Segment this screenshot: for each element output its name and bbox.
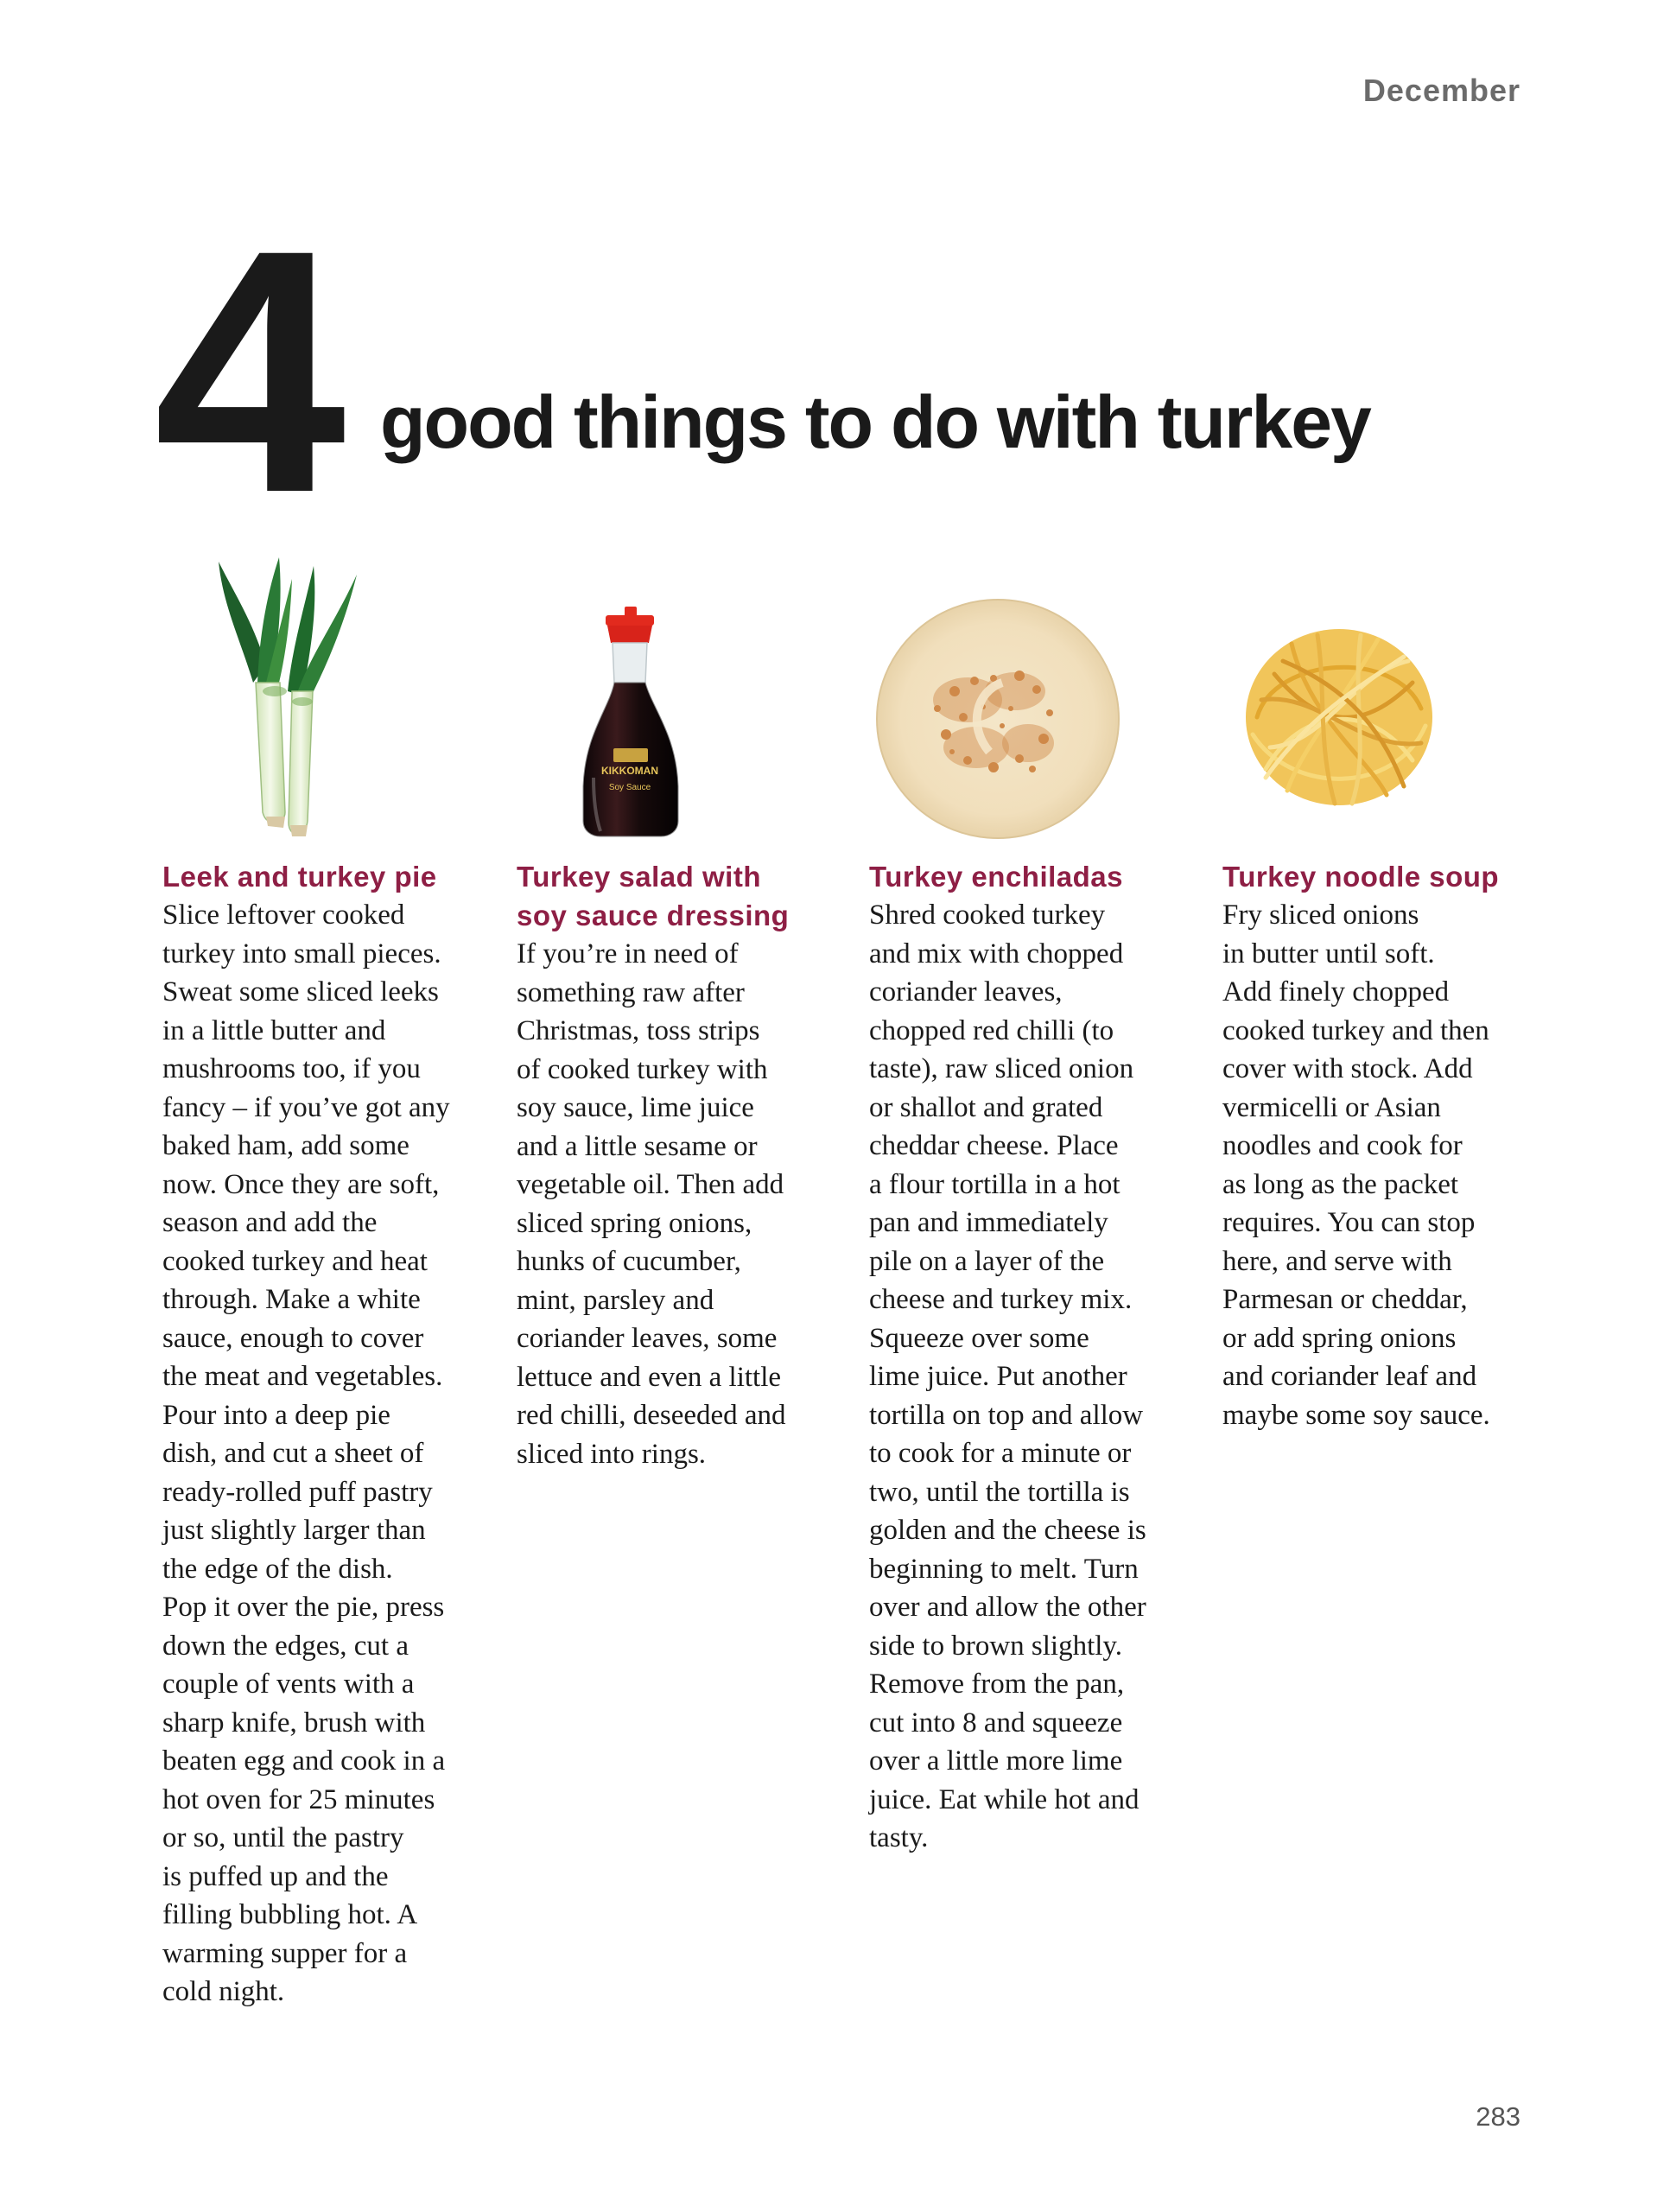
running-head: December (1362, 73, 1521, 108)
recipe-column-enchiladas (869, 857, 1171, 1858)
recipe-heading: Turkey noodle soup (1222, 861, 1500, 893)
recipe-column-noodle-soup (1222, 857, 1525, 1434)
recipe-column-turkey-salad (517, 857, 819, 1473)
recipe-body: Shred cooked turkey and mix with chopped coriander leaves, chopped red chilli (to taste), raw sliced onion or shallot and grated cheddar cheese. Place a flour tortilla in a hot pan and immediately pile on a layer of the cheese and turkey mix. Squeeze over some lime juice. Put another tortilla on top and allow to cook for a minute or two, until the tortilla is golden and the cheese is beginning to melt. Turn over and allow the other side to brown slightly. Remove from the pan, cut into 8 and squeeze over a little more lime juice. Eat while hot and tasty. (869, 899, 1146, 1853)
recipe-body: Fry sliced onions in butter until soft. Add finely chopped cooked turkey and then cover with stock. Add vermicelli or Asian noodles and cook for as long as the packet requires. You can stop here, and serve with Parmesan or cheddar, or add spring onions and coriander leaf and maybe some soy sauce. (1222, 899, 1490, 1431)
noodle-nest-illustration (1240, 622, 1438, 812)
tortilla-illustration (873, 596, 1123, 842)
soy-sauce-bottle-illustration (575, 605, 687, 840)
bottle-brand-label: KIKKOMAN (601, 765, 658, 777)
leek-illustration (206, 553, 370, 847)
bottle-product-label: Soy Sauce (608, 783, 651, 792)
title-text: good things to do with turkey (380, 381, 1370, 464)
page-title (154, 178, 1536, 564)
recipe-column-leek-pie (162, 857, 465, 2012)
recipe-heading: Turkey salad with soy sauce dressing (517, 861, 790, 931)
recipe-body: If you’re in need of something raw after Christmas, toss strips of cooked turkey with soy sauce, lime juice and a little sesame or vegetable oil. Then add sliced spring onions, hunks of cucumber, mint, parsley and coriander leaves, some lettuce and even a little red chilli, deseeded and sliced into rings. (517, 938, 786, 1470)
title-number: 4 (154, 178, 338, 564)
recipe-heading: Turkey enchiladas (869, 861, 1124, 893)
recipe-body: Slice leftover cooked turkey into small pieces. Sweat some sliced leeks in a little butter and mushrooms too, if you fancy – if you’ve got any baked ham, add some now. Once they are soft, season and add the cooked turkey and heat through. Make a white sauce, enough to cover the meat and vegetables. Pour into a deep pie dish, and cut a sheet of ready-rolled puff pastry just slightly larger than the edge of the dish. Pop it over the pie, press down the edges, cut a couple of vents with a sharp knife, brush with beaten egg and cook in a hot oven for 25 minutes or so, until the pastry is puffed up and the filling bubbling hot. A warming supper for a cold night. (162, 899, 450, 2007)
recipe-heading: Leek and turkey pie (162, 861, 437, 893)
page-number: 283 (1476, 2101, 1521, 2132)
